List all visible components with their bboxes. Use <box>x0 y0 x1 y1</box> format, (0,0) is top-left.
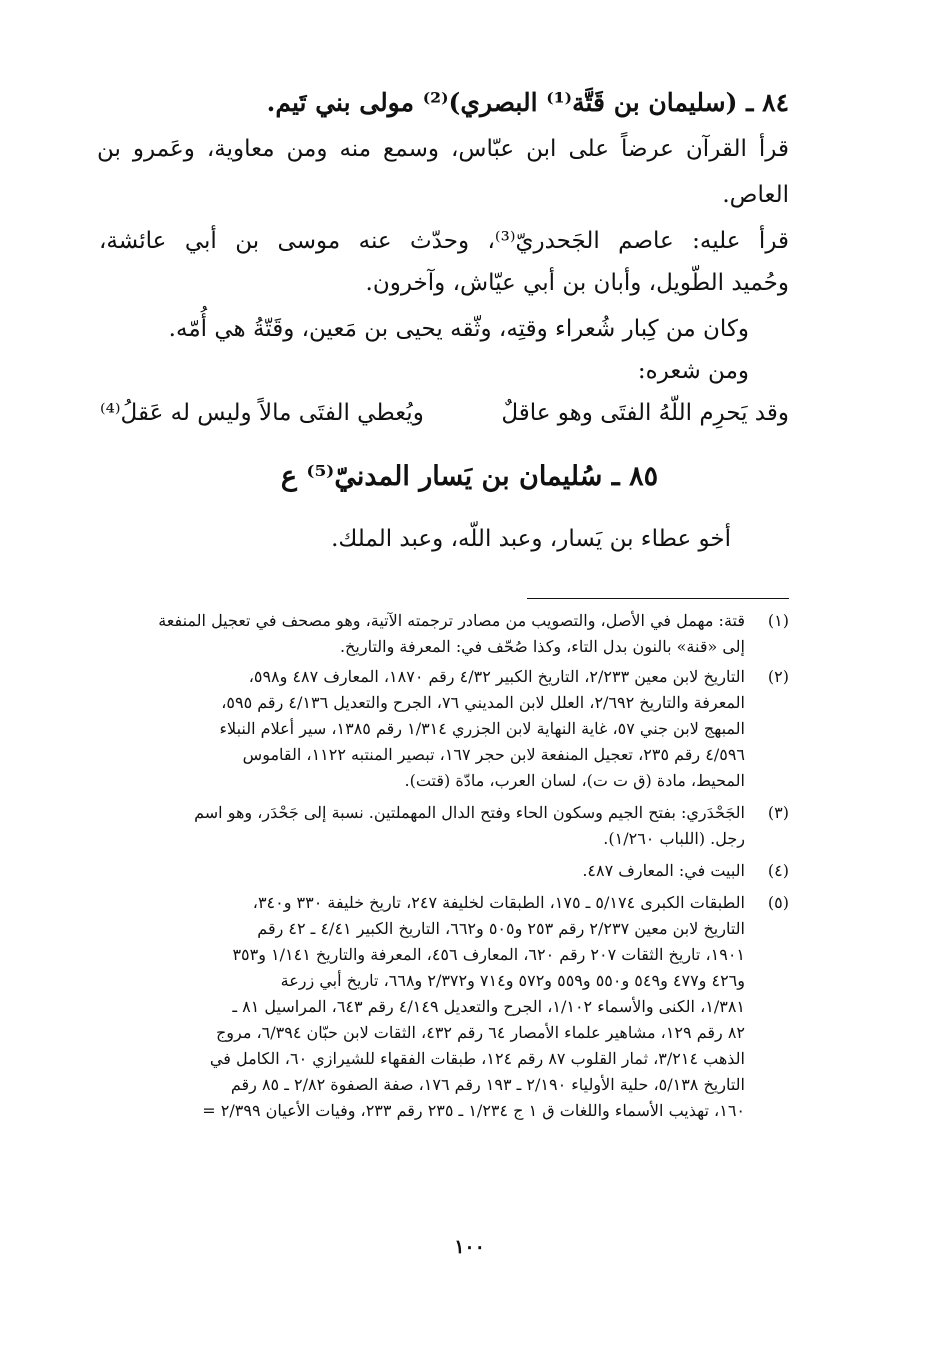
entry-85-line-1: أخو عطاء بن يَسار، وعبد اللّه، وعبد الملك. <box>331 526 731 552</box>
verse-first-hemistich: وقد يَحرِم اللّهُ الفتَى وهو عاقلٌ <box>501 400 789 426</box>
footnote-5-line: التاريخ لابن معين ٢/٢٣٧ رقم ٢٥٣ و٥٠٥ و٦٦٢، التاريخ الكبير ٤/٤١ ـ ٤٢ رقم <box>257 919 745 938</box>
footnote-1-line: قتة: مهمل في الأصل، والتصويب من مصادر ترجمته الآتية، وهو مصحف في تعجيل المنفعة <box>158 611 745 630</box>
entry-84-heading: ٨٤ ـ (سليمان بن قَتَّة⁽¹⁾ البصري)⁽²⁾ مولى بني تَيم. <box>266 88 789 117</box>
footnote-2-line: المحيط، مادة (ق ت ت)، لسان العرب، مادّة (قتت). <box>404 771 745 790</box>
entry-84-line-2: العاص. <box>722 182 789 208</box>
footnote-5-line: و٤٢٦ و٤٧٧ و٥٤٩ و٥٥٠ و٥٥٩ و٥٧٢ و٧١٤ و٢/٣٧٢ و٦٦٨، تاريخ أبي زرعة <box>280 971 745 990</box>
entry-84-line-4: وحُميد الطّويل، وأبان بن أبي عيّاش، وآخرون. <box>365 270 789 296</box>
footnote-5-line: ١/٣٨١، الكنى والأسماء ١/١٠٢، الجرح والتعديل ٤/١٤٩ رقم ٦٤٣، المراسيل ٨١ ـ <box>232 997 745 1016</box>
footnote-5-line: ٨٢ رقم ١٢٩، مشاهير علماء الأمصار ٦٤ رقم ٤٣٢، الثقات لابن حبّان ٦/٣٩٤، مروج <box>215 1023 745 1042</box>
footnote-4-line: البيت في: المعارف ٤٨٧. <box>582 861 745 880</box>
footnote-2-line: المبهج لابن جني ٥٧، غاية النهاية لابن الجزري ١/٣١٤ رقم ١٣٨٥، سير أعلام النبلاء <box>219 719 745 738</box>
page-number: ١٠٠ <box>454 1236 485 1258</box>
entry-84-line-3: قرأ عليه: عاصم الجَحدريّ⁽³⁾، وحدّث عنه موسى بن أبي عائشة، <box>99 228 790 254</box>
footnote-3-line: الجَحْدَري: بفتح الجيم وسكون الحاء وفتح الدال المهملتين. نسبة إلى جَحْدَر، وهو اسم <box>194 803 745 822</box>
footnote-3-number: (٣) <box>767 803 789 822</box>
footnote-5-line: الطبقات الكبرى ٥/١٧٤ ـ ١٧٥، الطبقات لخليفة ٢٤٧، تاريخ خليفة ٣٣٠ و٣٤٠، <box>252 893 745 912</box>
footnote-2-line: التاريخ لابن معين ٢/٢٣٣، التاريخ الكبير ٤/٣٢ رقم ١٨٧٠، المعارف ٤٨٧ و٥٩٨، <box>248 667 745 686</box>
entry-84-line-5: وكان من كِبار شُعراء وقتِه، وثّقه يحيى بن مَعين، وقَتّةُ هي أُمّه. <box>168 316 749 342</box>
footnote-5-line: الذهب ٣/٢١٤، ثمار القلوب ٨٧ رقم ١٢٤، طبقات الفقهاء للشيرازي ٦٠، الكامل في <box>209 1049 745 1068</box>
footnote-4-number: (٤) <box>767 861 789 880</box>
footnote-1-line: إلى «قنة» بالنون بدل التاء، وكذا صُحّف في: المعرفة والتاريخ. <box>339 637 745 656</box>
footnote-1-number: (١) <box>767 611 789 630</box>
footnote-2-line: ٤/٥٩٦ رقم ٢٣٥، تعجيل المنفعة لابن حجر ١٦٧، تبصير المنتبه ١١٢٢، القاموس <box>242 745 745 764</box>
verse-second-hemistich: ويُعطي الفتَى مالاً وليس له عَقلُ⁽⁴⁾ <box>100 400 424 426</box>
footnote-separator <box>527 598 789 599</box>
footnote-2-line: المعرفة والتاريخ ٢/٦٩٢، العلل لابن المديني ٧٦، الجرح والتعديل ٤/١٣٦ رقم ٥٩٥، <box>221 693 745 712</box>
footnote-3-line: رجل. (اللباب ١/٢٦٠). <box>603 829 745 848</box>
entry-85-heading: ٨٥ ـ سُليمان بن يَسار المدنيّ⁽⁵⁾ ع <box>280 461 659 492</box>
footnote-5-line: ١٦٠، تهذيب الأسماء واللغات ق ١ ج ١/٢٣٤ ـ ٢٣٥ رقم ٢٣٣، وفيات الأعيان ٢/٣٩٩ = <box>202 1101 745 1120</box>
entry-84-line-6: ومن شعره: <box>637 358 749 384</box>
footnote-5-number: (٥) <box>767 893 789 912</box>
footnote-5-line: ١٩٠١، تاريخ الثقات ٢٠٧ رقم ٦٢٠، المعارف ٤٥٦، المعرفة والتاريخ ١/١٤١ و٣٥٣ <box>232 945 745 964</box>
footnote-5-line: التاريخ ٥/١٣٨، حلية الأولياء ٢/١٩٠ ـ ١٩٣ رقم ١٧٦، صفة الصفوة ٢/٨٢ ـ ٨٥ رقم <box>230 1075 745 1094</box>
entry-84-line-1: قرأ القرآن عرضاً على ابن عبّاس، وسمع منه ومن معاوية، وعَمرو بن <box>97 136 789 162</box>
footnote-2-number: (٢) <box>767 667 789 686</box>
